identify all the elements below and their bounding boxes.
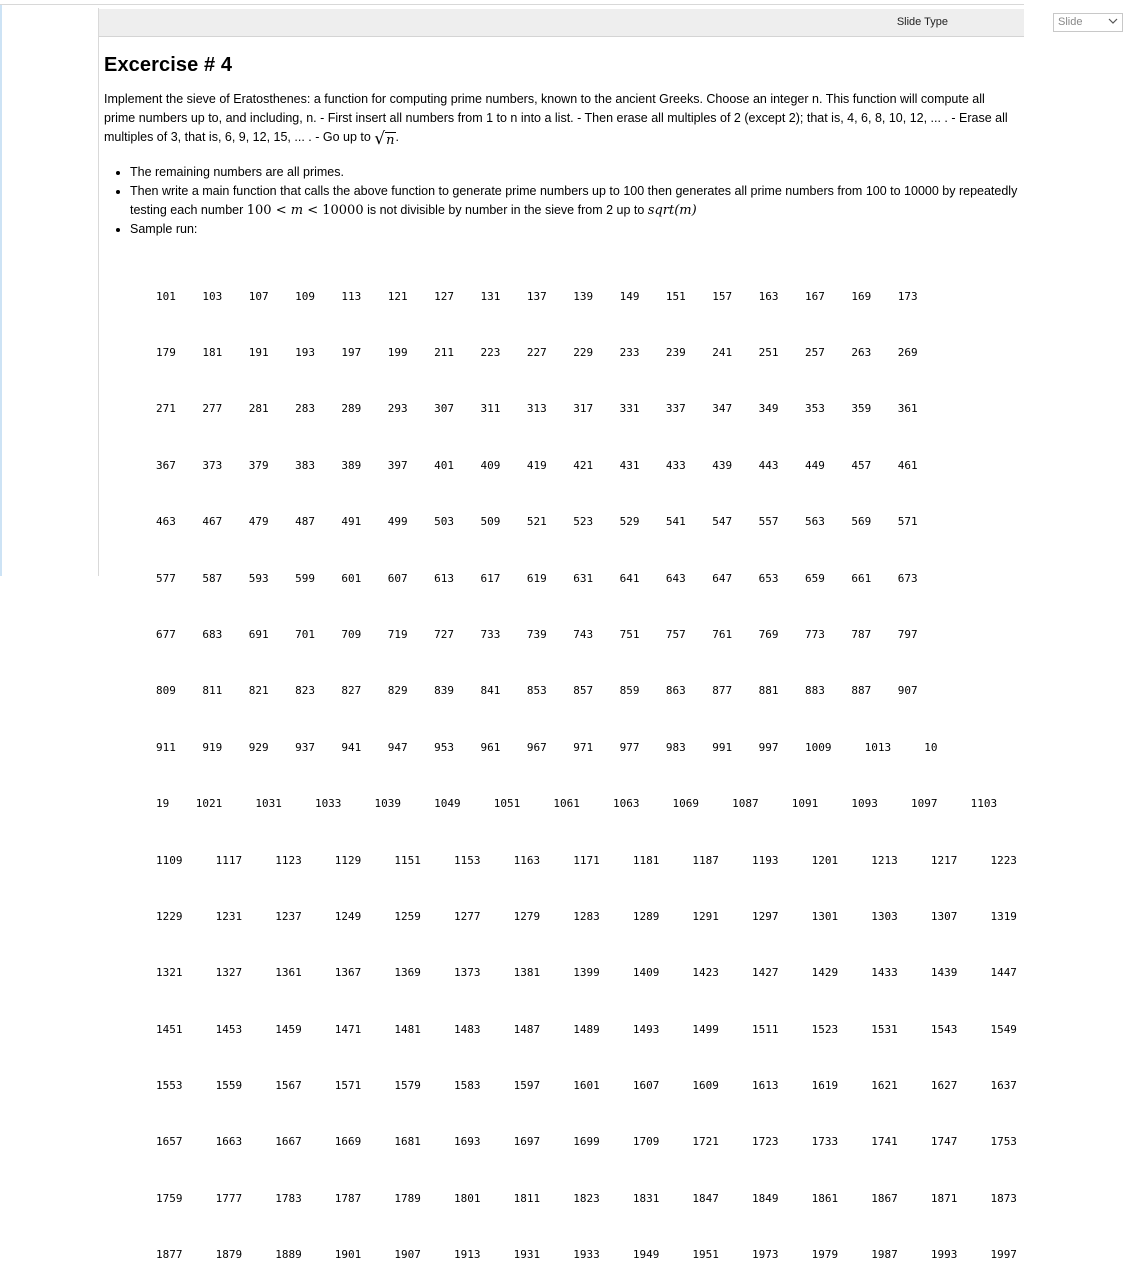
- bullet-text: Then write a main function that calls the above function to generate prime numbers up to 100 then generates all prime numbers from 100 to 10000 by repeatedly testing each number: [130, 184, 1018, 217]
- exercise-heading: Excercise # 4: [104, 54, 233, 76]
- bullet-item: [130, 182, 1019, 220]
- output-row: 19 1021 1031 1033 1039 1049 1051 1061 1063 1069 1087 1091 1093 1097 1103: [156, 797, 998, 811]
- intro-end: .: [395, 130, 399, 144]
- output-row: 463 467 479 487 491 499 503 509 521 523 529 541 547 557 563 569 571: [156, 515, 918, 529]
- output-row: 809 811 821 823 827 829 839 841 853 857 859 863 877 881 883 887 907: [156, 684, 918, 698]
- bullet-list: [104, 163, 1019, 239]
- slide-type-select[interactable]: [1053, 13, 1123, 32]
- output-row: 911 919 929 937 941 947 953 961 967 971 977 983 991 997 1009 1013 10: [156, 740, 938, 754]
- bullet-item: • The remaining numbers are all primes.: [130, 163, 1019, 182]
- output-row: 179 181 191 193 197 199 211 223 227 229 233 239 241 251 257 263 269: [156, 345, 918, 359]
- cell-selection-bar: [0, 5, 2, 576]
- bullet-item: • Sample run:: [130, 220, 1019, 239]
- intro-text: Implement the sieve of Eratosthenes: a function for computing prime numbers, known to the ancient Greeks. Choose an integer n. This function will compute all prime numbers up to, and including, n. - First insert all numbers from 1 to n into a list. - Then erase all multiples of 2 (except 2); that is, 4, 6, 8, 10, 12, ... . - Erase all multiples of 3, that is, 6, 9, 12, 15, ... . - Go up to: [104, 92, 1008, 144]
- output-row: 577 587 593 599 601 607 613 617 619 631 641 643 647 653 659 661 673: [156, 571, 918, 585]
- math-sqrt-m: sqrt(m): [647, 203, 697, 218]
- output-row: 1877 1879 1889 1901 1907 1913 1931 1933 1949 1951 1973 1979 1987 1993 1997: [156, 1248, 1017, 1262]
- output-row: 101 103 107 109 113 121 127 131 137 139 149 151 157 163 167 169 173: [156, 289, 918, 303]
- top-divider: [0, 4, 1024, 5]
- output-row: 1759 1777 1783 1787 1789 1801 1811 1823 1831 1847 1849 1861 1867 1871 1873: [156, 1191, 1017, 1205]
- sample-output: [156, 250, 1016, 1284]
- output-row: 1229 1231 1237 1249 1259 1277 1279 1283 1289 1291 1297 1301 1303 1307 1319: [156, 909, 1017, 923]
- cell-toolbar: [99, 9, 1083, 37]
- output-row: 1321 1327 1361 1367 1369 1373 1381 1399 1409 1423 1427 1429 1433 1439 1447: [156, 966, 1017, 980]
- intro-paragraph: [104, 90, 1016, 150]
- sqrt-var: n: [386, 133, 395, 148]
- output-row: 271 277 281 283 289 293 307 311 313 317 331 337 347 349 353 359 361: [156, 402, 918, 416]
- output-row: 367 373 379 383 389 397 401 409 419 421 431 433 439 443 449 457 461: [156, 458, 918, 472]
- markdown-content: [104, 54, 1019, 239]
- slide-type-value: Slide: [1058, 16, 1083, 28]
- math-relation: < m <: [271, 203, 323, 218]
- math-lower: 100: [246, 203, 272, 218]
- output-row: 677 683 691 701 709 719 727 733 739 743 751 757 761 769 773 787 797: [156, 627, 918, 641]
- bullet-text-mid: is not divisible by number in the sieve from 2 up to: [367, 203, 645, 217]
- output-row: 1657 1663 1667 1669 1681 1693 1697 1699 1709 1721 1723 1733 1741 1747 1753: [156, 1135, 1017, 1149]
- output-row: 1553 1559 1567 1571 1579 1583 1597 1601 1607 1609 1613 1619 1621 1627 1637: [156, 1079, 1017, 1093]
- sqrt-n-formula: √n: [374, 129, 395, 149]
- output-row: 1451 1453 1459 1471 1481 1483 1487 1489 1493 1499 1511 1523 1531 1543 1549: [156, 1022, 1017, 1036]
- math-upper: 10000: [322, 203, 364, 218]
- output-row: 1109 1117 1123 1129 1151 1153 1163 1171 1181 1187 1193 1201 1213 1217 1223: [156, 853, 1017, 867]
- slide-type-label: Slide Type: [896, 16, 948, 28]
- chevron-down-icon: [1108, 16, 1118, 26]
